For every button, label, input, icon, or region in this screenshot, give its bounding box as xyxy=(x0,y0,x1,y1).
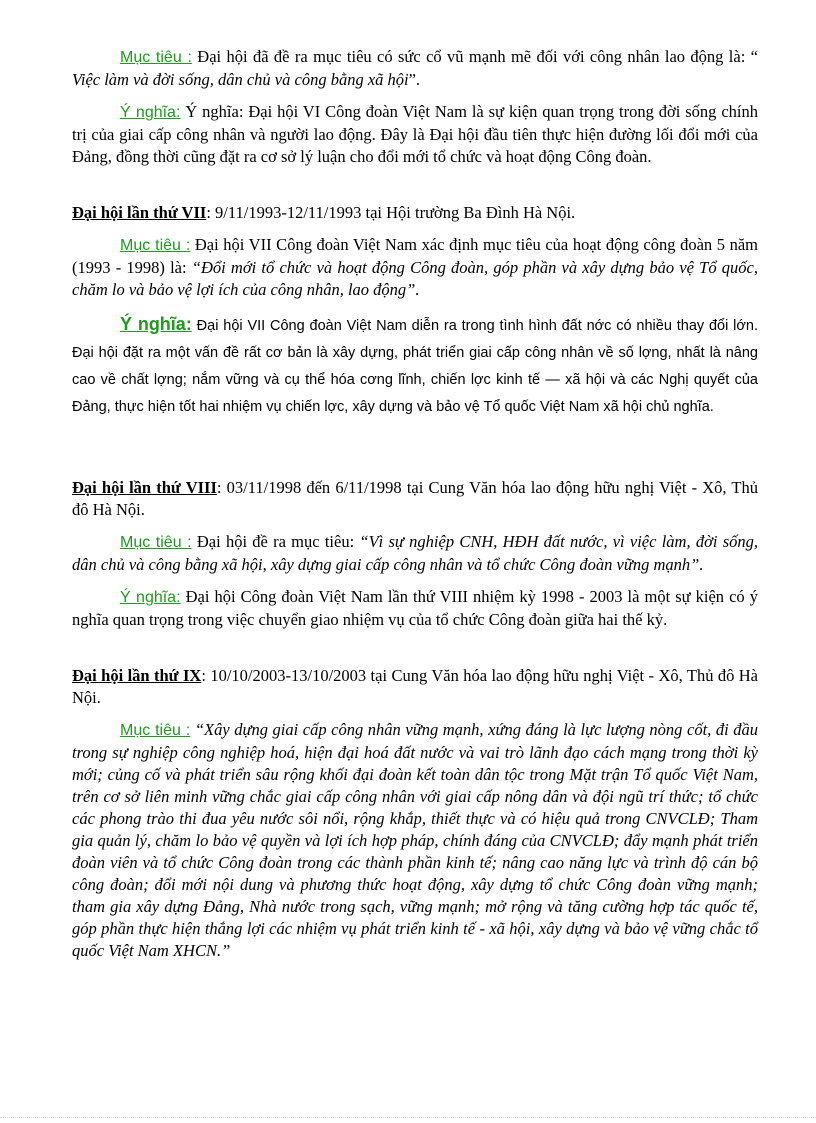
section-heading: Đại hội lần thứ VIII xyxy=(72,478,217,497)
y-nghia-text: Đại hội Công đoàn Việt Nam lần thứ VIII nhiệm kỳ 1998 - 2003 là một sự kiện có ý nghĩa quan trọng trong việc chuyển giao nhiệm vụ của tổ chức Công đoàn giữa hai thế kỷ. xyxy=(72,587,758,629)
muc-tieu-quote: “Xây dựng giai cấp công nhân vững mạnh, xứng đáng là lực lượng nòng cốt, đi đầu trong sự nghiệp công nghiệp hoá, hiện đại hoá đất nước và vai trò lãnh đạo cách mạng trong thời kỳ mới; củng cố và phát triển sâu rộng khối đại đoàn kết toàn dân tộc trong Mặt trận Tổ quốc Việt Nam, trên cơ sở liên minh vững chắc giai cấp công nhân với giai cấp nông dân và đội ngũ trí thức; tổ chức các phong trào thi đua yêu nước sôi nổi, rộng khắp, thiết thực và có hiệu quả trong CNVCLĐ; Tham gia quản lý, chăm lo bảo vệ quyền và lợi ích hợp pháp, chính đáng của CNVCLĐ; đẩy mạnh phát triển đoàn viên và tổ chức Công đoàn trong các thành phần kinh tế; nâng cao năng lực và trình độ cán bộ công đoàn; đổi mới nội dung và phương thức hoạt động, xây dựng tổ chức Công đoàn vững mạnh; tham gia xây dựng Đảng, Nhà nước trong sạch, vững mạnh; mở rộng và tăng cường hợp tác quốc tế, góp phần thực hiện thắng lợi các nhiệm vụ phát triển kinh tế - xã hội, xây dựng và bảo vệ vững chắc tổ quốc Việt Nam XHCN.” xyxy=(72,720,759,960)
y-nghia-label: Ý nghĩa: xyxy=(120,589,181,606)
muc-tieu-text: Đại hội VII Công đoàn Việt Nam xác định mục tiêu của hoạt động công đoàn 5 năm (1993 - 1998) là: xyxy=(72,235,758,277)
s3-y-nghia-paragraph xyxy=(72,586,758,631)
s1-y-nghia-paragraph xyxy=(72,101,758,168)
section-heading: Đại hội lần thứ VII xyxy=(72,203,207,222)
y-nghia-label: Ý nghĩa: xyxy=(120,314,192,334)
muc-tieu-quote: “Đổi mới tổ chức và hoạt động Công đoàn, góp phần và xây dựng bảo vệ Tổ quốc, chăm lo và bảo vệ lợi ích của công nhân, lao động”. xyxy=(72,258,758,299)
section-heading-details: : 10/10/2003-13/10/2003 tại Cung Văn hóa lao động hữu nghị Việt - Xô, Thủ đô Hà Nội. xyxy=(72,666,758,707)
s4-muc-tieu-paragraph xyxy=(72,719,758,962)
s2-muc-tieu-paragraph xyxy=(72,234,758,301)
muc-tieu-text: Đại hội đề ra mục tiêu: xyxy=(191,532,360,551)
page-bottom-divider xyxy=(0,1117,816,1118)
y-nghia-text: Ý nghĩa: Đại hội VI Công đoàn Việt Nam là sự kiện quan trọng trong đời sống chính trị của giai cấp công nhân và người lao động. Đây là Đại hội đầu tiên thực hiện đường lối đổi mới của Đảng, đồng thời cũng đặt ra cơ sở lý luận cho đổi mới tổ chức và hoạt động Công đoàn. xyxy=(72,102,758,166)
section-heading-details: : 03/11/1998 đến 6/11/1998 tại Cung Văn hóa lao động hữu nghị Việt - Xô, Thủ đô Hà Nội. xyxy=(72,478,758,519)
s2-heading xyxy=(72,202,758,224)
y-nghia-label: Ý nghĩa: xyxy=(120,104,181,121)
section-heading: Đại hội lần thứ IX xyxy=(72,666,202,685)
muc-tieu-quote: Việc làm và đời sống, dân chủ và công bằng xã hội xyxy=(72,70,409,89)
muc-tieu-quote: “Vì sự nghiệp CNH, HĐH đất nước, vì việc làm, đời sống, dân chủ và công bằng xã hội, xây dựng giai cấp công nhân và tổ chức Công đoàn vững mạnh”. xyxy=(72,532,759,574)
muc-tieu-label: Mục tiêu : xyxy=(120,722,191,739)
muc-tieu-label: Mục tiêu : xyxy=(120,237,191,254)
section-heading-details: : 9/11/1993-12/11/1993 tại Hội trường Ba Đình Hà Nội. xyxy=(206,203,576,222)
y-nghia-text: Đại hội VII Công đoàn Việt Nam diễn ra trong tình hình đất nớc có nhiều thay đổi lớn. Đại hội đặt ra một vấn đề rất cơ bản là xây dựng, phát triển giai cấp công nhân về số lợng, nhất là nâng cao về chất lợng; nắm vững và cụ thể hóa cơng lĩnh, chiến lợc kinh tế — xã hội và các Nghị quyết của Đảng, thực hiện tốt hai nhiệm vụ chiến lợc, xây dựng và bảo vệ Tổ quốc Việt Nam xã hội chủ nghĩa. xyxy=(72,318,758,415)
s3-muc-tieu-paragraph xyxy=(72,531,758,576)
muc-tieu-end: ”. xyxy=(408,70,421,89)
muc-tieu-text: Đại hội đã đề ra mục tiêu có sức cổ vũ mạnh mẽ đối với công nhân lao động là: “ xyxy=(191,47,759,66)
s3-heading xyxy=(72,477,758,521)
muc-tieu-label: Mục tiêu : xyxy=(120,534,192,551)
s2-y-nghia-paragraph xyxy=(72,311,758,421)
s4-heading xyxy=(72,665,758,709)
s1-muc-tieu-paragraph xyxy=(72,46,758,91)
muc-tieu-label: Mục tiêu : xyxy=(120,49,192,66)
document-page xyxy=(72,46,758,962)
